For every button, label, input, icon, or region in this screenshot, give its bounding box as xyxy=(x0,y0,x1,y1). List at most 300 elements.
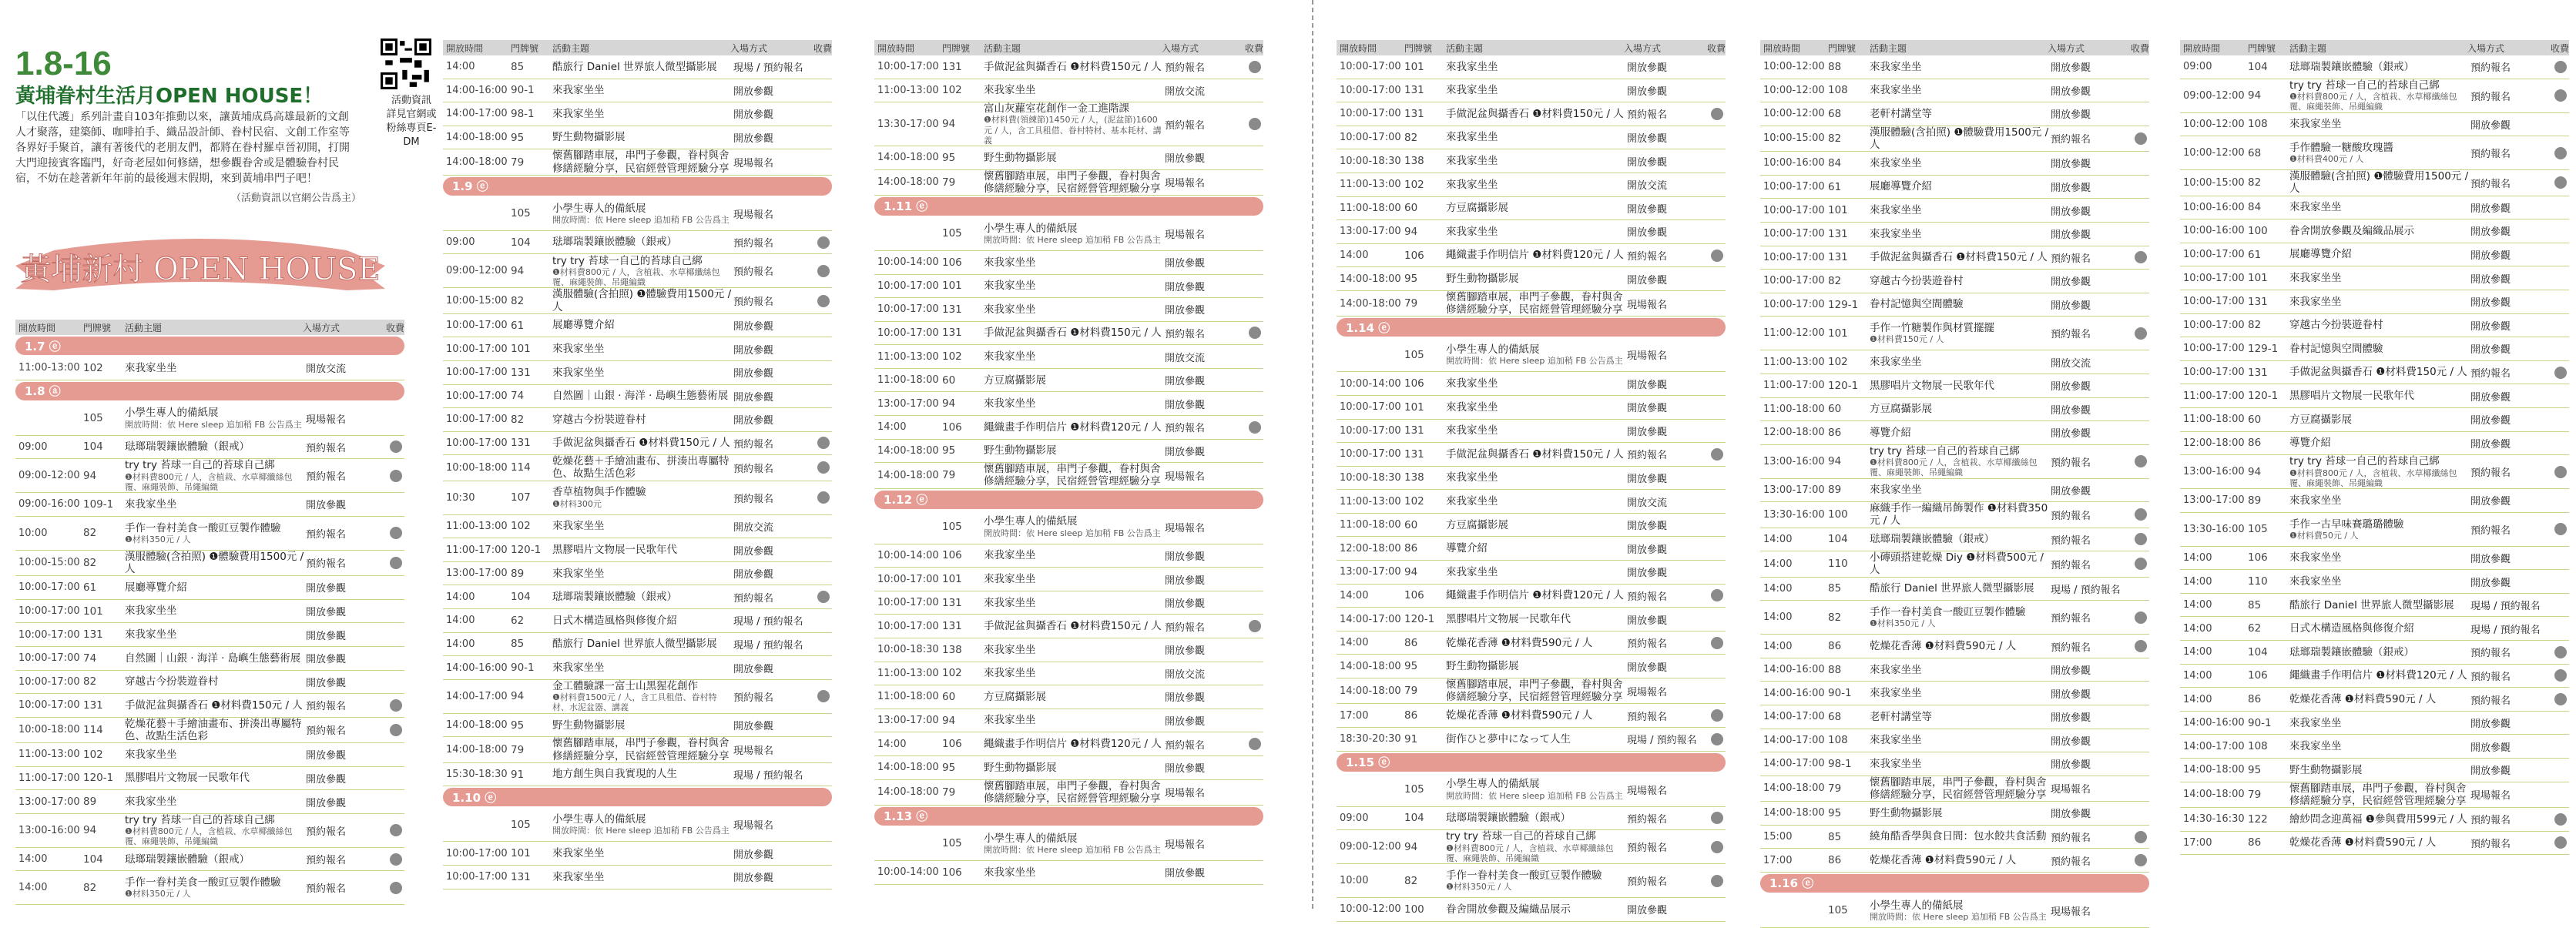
table-row[interactable] xyxy=(1337,655,1726,678)
table-row[interactable] xyxy=(443,361,832,385)
table-row[interactable] xyxy=(1760,826,2149,849)
table-row[interactable] xyxy=(874,170,1263,196)
entry-method: 開放參觀 xyxy=(2051,404,2091,417)
table-row[interactable] xyxy=(1337,807,1726,831)
table-row[interactable] xyxy=(443,288,832,313)
table-row[interactable] xyxy=(2180,243,2569,267)
table-row[interactable] xyxy=(874,322,1263,346)
entry-method: 預約報名 xyxy=(2051,457,2091,469)
activity-title: 繩織畫手作明信片 ❶材料費120元 / 人 xyxy=(1446,249,1624,262)
table-row[interactable] xyxy=(874,685,1263,709)
table-row[interactable] xyxy=(1760,270,2149,293)
table-row[interactable] xyxy=(2180,808,2569,832)
table-row[interactable] xyxy=(1337,79,1726,103)
table-row[interactable] xyxy=(1760,776,2149,802)
open-time: 10:00-14:00 xyxy=(877,256,939,269)
table-row[interactable] xyxy=(443,763,832,787)
activity-title: 手做泥盆與攝香石 ❶材料費150元 / 人 xyxy=(984,60,1162,73)
table-row[interactable] xyxy=(2180,408,2569,432)
table-row[interactable] xyxy=(1337,678,1726,704)
activity-title: 自然圖｜山銀 · 海洋 · 島嶼生態藝術展 xyxy=(125,652,301,665)
open-time: 09:00 xyxy=(446,236,475,249)
open-time: 10:00 xyxy=(18,527,48,539)
header-cell: 門牌號 xyxy=(2248,42,2276,54)
table-row[interactable] xyxy=(1337,443,1726,467)
table-row[interactable] xyxy=(1337,830,1726,864)
open-time: 14:00 xyxy=(2183,551,2212,564)
table-row[interactable] xyxy=(443,149,832,175)
header-cell: 入場方式 xyxy=(730,42,768,54)
table-row[interactable] xyxy=(15,600,404,624)
table-row[interactable] xyxy=(1337,244,1726,268)
house-number: 104 xyxy=(83,853,103,866)
activity-title: 手做泥盆與攝香石 ❶材料費150元 / 人 xyxy=(1446,107,1624,120)
table-row[interactable] xyxy=(1337,372,1726,396)
table-row[interactable] xyxy=(443,562,832,586)
table-row[interactable] xyxy=(2180,337,2569,361)
table-row[interactable] xyxy=(2180,759,2569,782)
house-number: 101 xyxy=(1828,204,1848,217)
event-date: 1.8-16 xyxy=(15,45,112,82)
activity-title: 懷舊腳踏車展，串門子參觀，眷村與舍修繕經驗分享，民宿經營管理經驗分享 xyxy=(2289,782,2467,807)
table-row[interactable] xyxy=(443,432,832,456)
table-row[interactable] xyxy=(874,102,1263,146)
activity-title: 來我家坐坐 xyxy=(1870,484,1922,497)
table-row[interactable] xyxy=(443,408,832,432)
open-time: 10:00-17:00 xyxy=(1340,424,1401,437)
table-row[interactable] xyxy=(15,436,404,460)
entry-method: 現場報名 xyxy=(733,158,774,170)
table-row[interactable] xyxy=(874,756,1263,780)
table-row[interactable] xyxy=(874,591,1263,615)
table-row[interactable] xyxy=(2180,219,2569,243)
fee-dot-icon xyxy=(2554,523,2567,535)
table-row[interactable] xyxy=(874,544,1263,568)
activity-title: 手做泥盆與攝香石 ❶材料費150元 / 人 xyxy=(2289,366,2467,379)
activity-note: ❶材料350元 / 人 xyxy=(1446,882,1512,893)
open-time: 11:00-13:00 xyxy=(877,667,939,679)
table-row[interactable] xyxy=(15,551,404,576)
table-row[interactable] xyxy=(443,714,832,738)
table-row[interactable] xyxy=(1760,126,2149,152)
table-row[interactable] xyxy=(1337,898,1726,922)
house-number: 60 xyxy=(1828,403,1842,416)
activity-note: ❶材料費800元 / 人，含植栽、水草椰纖絲包覆、麻繩裝飾、吊繩編織 xyxy=(552,266,720,287)
schedule-column xyxy=(2180,40,2569,855)
house-number: 60 xyxy=(2248,413,2262,426)
fee-cell xyxy=(2551,669,2569,682)
table-row[interactable] xyxy=(1760,79,2149,103)
house-number: 89 xyxy=(83,796,97,809)
table-row[interactable] xyxy=(1760,445,2149,479)
table-row[interactable] xyxy=(2180,170,2569,196)
table-row[interactable] xyxy=(443,633,832,657)
table-row[interactable] xyxy=(874,615,1263,638)
table-row[interactable] xyxy=(443,102,832,126)
table-row[interactable] xyxy=(15,671,404,695)
table-row[interactable] xyxy=(1337,102,1726,126)
table-row[interactable] xyxy=(1760,176,2149,199)
table-row[interactable] xyxy=(2180,455,2569,489)
table-row[interactable] xyxy=(874,79,1263,103)
fee-cell xyxy=(1707,875,1726,887)
table-row[interactable] xyxy=(443,585,832,609)
table-row[interactable] xyxy=(2180,79,2569,113)
table-row[interactable] xyxy=(2180,489,2569,513)
table-row[interactable] xyxy=(443,55,832,79)
table-row[interactable] xyxy=(874,511,1263,544)
fee-dot-icon xyxy=(1249,327,1261,339)
table-row[interactable] xyxy=(1337,864,1726,898)
house-number: 95 xyxy=(942,761,956,774)
table-row[interactable] xyxy=(874,251,1263,275)
table-row[interactable] xyxy=(15,493,404,517)
table-row[interactable] xyxy=(2180,113,2569,137)
activity-title: 方豆腐攝影展 xyxy=(1446,518,1508,531)
table-row[interactable] xyxy=(874,440,1263,464)
table-row[interactable] xyxy=(15,357,404,380)
table-row[interactable] xyxy=(874,463,1263,488)
entry-method: 開放參觀 xyxy=(733,663,774,675)
table-row[interactable] xyxy=(1337,632,1726,655)
table-row[interactable] xyxy=(1337,291,1726,317)
open-time: 14:00-17:00 xyxy=(1763,758,1825,770)
table-row[interactable] xyxy=(2180,314,2569,338)
table-row[interactable] xyxy=(1760,421,2149,445)
fee-cell xyxy=(1245,61,1263,73)
table-row[interactable] xyxy=(2180,688,2569,712)
table-row[interactable] xyxy=(1760,849,2149,873)
house-number: 131 xyxy=(511,437,531,450)
entry-method: 開放參觀 xyxy=(733,873,774,885)
activity-title: 琺瑯瑞製鑲嵌體驗（銀戒） xyxy=(125,853,250,866)
activity-title: 穿越古今扮裝遊眷村 xyxy=(552,413,646,426)
table-row[interactable] xyxy=(874,709,1263,733)
entry-method: 開放參觀 xyxy=(1627,403,1668,415)
table-row[interactable] xyxy=(1760,682,2149,705)
activity-title: 黑膠唱片文物展一民歌年代 xyxy=(2289,390,2414,403)
table-row[interactable] xyxy=(1760,317,2149,350)
table-row[interactable] xyxy=(1337,467,1726,491)
activity-title: 導覽介紹 xyxy=(2289,437,2331,450)
table-row[interactable] xyxy=(1337,585,1726,608)
table-row[interactable] xyxy=(443,808,832,842)
activity-title: 野生動物攝影展 xyxy=(984,761,1057,774)
entry-method: 預約報名 xyxy=(2470,815,2511,827)
table-row[interactable] xyxy=(1760,802,2149,826)
table-row[interactable] xyxy=(443,79,832,103)
table-row[interactable] xyxy=(1760,729,2149,753)
table-row[interactable] xyxy=(15,517,404,551)
activity-title: 野生動物攝影展 xyxy=(1870,806,1943,819)
table-row[interactable] xyxy=(1760,246,2149,270)
table-row[interactable] xyxy=(15,871,404,905)
table-row[interactable] xyxy=(874,55,1263,79)
fee-dot-icon xyxy=(390,470,402,482)
table-row[interactable] xyxy=(443,126,832,150)
activity-title: 來我家坐坐 xyxy=(552,870,605,883)
banner-title: 黃埔新村 OPEN HOUSE xyxy=(20,252,381,287)
house-number: 122 xyxy=(2248,812,2268,826)
table-row[interactable] xyxy=(1760,199,2149,223)
entry-method: 預約報名 xyxy=(733,692,774,704)
house-number: 131 xyxy=(1404,84,1424,97)
table-row[interactable] xyxy=(2180,266,2569,290)
table-row[interactable] xyxy=(443,197,832,231)
table-row[interactable] xyxy=(1760,705,2149,729)
entry-method: 現場 / 預約報名 xyxy=(2470,624,2541,636)
table-row[interactable] xyxy=(15,718,404,743)
open-time: 14:00 xyxy=(1763,533,1793,545)
table-row[interactable] xyxy=(1760,374,2149,398)
house-number: 79 xyxy=(511,156,525,169)
table-row[interactable] xyxy=(1337,267,1726,291)
entry-method: 現場報名 xyxy=(1627,350,1668,363)
table-row[interactable] xyxy=(443,680,832,714)
table-row[interactable] xyxy=(2180,384,2569,408)
activity-title: 方豆腐攝影展 xyxy=(984,374,1046,387)
date-band: 1.15 ⓔ xyxy=(1337,753,1726,772)
table-row[interactable] xyxy=(1337,728,1726,752)
activity-title: 小學生專人的備紙展 開放時間：依 Here sleep 追加稍 FB 公告爲主 xyxy=(981,223,1165,245)
table-row[interactable] xyxy=(2180,570,2569,594)
activity-title: 乾燥花香薄 ❶材料費590元 / 人 xyxy=(2289,836,2437,849)
table-row[interactable] xyxy=(1337,126,1726,150)
open-time: 14:00-18:00 xyxy=(2183,789,2245,801)
table-row[interactable] xyxy=(1760,102,2149,126)
table-row[interactable] xyxy=(1337,396,1726,420)
open-time: 14:30-16:30 xyxy=(2183,813,2245,826)
entry-method: 預約報名 xyxy=(2051,510,2091,522)
activity-title: 黑膠唱片文物展一民歌年代 xyxy=(552,543,677,556)
open-time: 09:00-12:00 xyxy=(446,265,508,277)
activity-title: 手作體驗一糖酸玫瑰醬 ❶材料費400元 / 人 xyxy=(2286,142,2470,164)
table-row[interactable] xyxy=(2180,641,2569,665)
table-row[interactable] xyxy=(874,298,1263,322)
table-row[interactable] xyxy=(15,848,404,872)
table-row[interactable] xyxy=(2180,290,2569,314)
table-row[interactable] xyxy=(15,623,404,647)
open-time: 10:00-17:00 xyxy=(2183,343,2245,355)
table-row[interactable] xyxy=(2180,55,2569,79)
table-row[interactable] xyxy=(874,732,1263,756)
table-row[interactable] xyxy=(1760,601,2149,635)
table-row[interactable] xyxy=(874,345,1263,369)
table-row[interactable] xyxy=(2180,361,2569,385)
table-row[interactable] xyxy=(2180,832,2569,856)
table-row[interactable] xyxy=(2180,432,2569,456)
table-row[interactable] xyxy=(443,538,832,562)
activity-note: 開放時間：依 Here sleep 追加稍 FB 公告爲主 xyxy=(984,844,1161,855)
table-row[interactable] xyxy=(443,385,832,409)
open-time: 14:00-18:00 xyxy=(1763,807,1825,819)
table-row[interactable] xyxy=(874,275,1263,299)
table-row[interactable] xyxy=(1337,514,1726,538)
table-row[interactable] xyxy=(1760,894,2149,928)
activity-title: 手做泥盆與攝香石 ❶材料費150元 / 人 xyxy=(125,699,303,712)
table-row[interactable] xyxy=(1337,537,1726,561)
table-row[interactable] xyxy=(443,656,832,680)
activity-title: 來我家坐坐 xyxy=(2289,494,2342,507)
table-row[interactable] xyxy=(443,231,832,255)
house-number: 105 xyxy=(942,837,962,850)
table-row[interactable] xyxy=(1337,490,1726,514)
header-cell: 開放時間 xyxy=(18,322,56,333)
entry-method: 預約報名 xyxy=(733,592,774,605)
table-row[interactable] xyxy=(443,609,832,633)
table-row[interactable] xyxy=(1760,55,2149,79)
table-row[interactable] xyxy=(2180,547,2569,571)
activity-title: 懷舊腳踏車展，串門子參觀，眷村與舍修繕經驗分享，民宿經營管理經驗分享 xyxy=(984,463,1161,488)
table-row[interactable] xyxy=(2180,735,2569,759)
open-time: 10:00-17:00 xyxy=(18,581,80,594)
table-row[interactable] xyxy=(1760,578,2149,601)
entry-method: 預約報名 xyxy=(1627,638,1668,651)
table-row[interactable] xyxy=(1337,55,1726,79)
house-number: 90-1 xyxy=(511,662,535,675)
open-time: 09:00-12:00 xyxy=(18,470,80,482)
table-row[interactable] xyxy=(1337,704,1726,728)
table-row[interactable] xyxy=(443,254,832,288)
activity-title: 手作一眷村美食一酸豇豆製作體驗 ❶材料350元 / 人 xyxy=(122,876,306,899)
entry-method: 預約報名 xyxy=(1627,843,1668,855)
fee-dot-icon xyxy=(2135,132,2147,145)
table-row[interactable] xyxy=(1760,752,2149,776)
activity-title: 野生動物攝影展 xyxy=(984,444,1057,457)
house-number: 131 xyxy=(2248,366,2268,379)
activity-title: 懷舊腳踏車展，串門子參觀，眷村與舍修繕經驗分享，民宿經營管理經驗分享 xyxy=(1446,678,1623,704)
table-row[interactable] xyxy=(1337,420,1726,444)
open-time: 10:00-12:00 xyxy=(1340,903,1401,916)
table-row[interactable] xyxy=(1337,149,1726,173)
table-row[interactable] xyxy=(443,337,832,361)
table-row[interactable] xyxy=(15,576,404,600)
activity-title: 漢服體驗(含拍照) ❶體驗費用1500元 / 人 xyxy=(2289,170,2469,196)
activity-title: 小學生專人的備紙展 開放時間：依 Here sleep 追加稍 FB 公告爲主 xyxy=(981,833,1165,855)
activity-title: 懷舊腳踏車展，串門子參觀，眷村與舍修繕經驗分享，民宿經營管理經驗分享 xyxy=(552,149,730,175)
table-row[interactable] xyxy=(15,743,404,767)
fee-dot-icon xyxy=(2135,327,2147,340)
table-row[interactable] xyxy=(2180,782,2569,808)
open-time: 11:00-13:00 xyxy=(1340,495,1401,508)
activity-note: ❶材料350元 / 人 xyxy=(125,534,191,544)
table-row[interactable] xyxy=(1337,338,1726,372)
table-row[interactable] xyxy=(1760,152,2149,176)
table-row[interactable] xyxy=(1760,502,2149,528)
table-row[interactable] xyxy=(443,314,832,338)
table-row[interactable] xyxy=(1337,197,1726,221)
table-row[interactable] xyxy=(874,146,1263,170)
table-row[interactable] xyxy=(1760,223,2149,246)
open-time: 11:00-13:00 xyxy=(1340,179,1401,191)
table-row[interactable] xyxy=(1760,398,2149,422)
table-row[interactable] xyxy=(15,767,404,791)
activity-title: 來我家坐坐 xyxy=(125,795,177,808)
table-row[interactable] xyxy=(15,694,404,718)
table-row[interactable] xyxy=(874,861,1263,885)
table-row[interactable] xyxy=(1337,220,1726,244)
activity-title: 來我家坐坐 xyxy=(1446,60,1498,73)
table-row[interactable] xyxy=(1337,773,1726,807)
table-row[interactable] xyxy=(2180,594,2569,618)
table-row[interactable] xyxy=(1337,173,1726,197)
table-row[interactable] xyxy=(874,638,1263,662)
activity-title: 琺瑯瑞製鑲嵌體驗（銀戒） xyxy=(552,236,677,249)
table-row[interactable] xyxy=(1760,528,2149,552)
activity-title: 乾燥花香薄 ❶材料費590元 / 人 xyxy=(2289,692,2437,705)
table-row[interactable] xyxy=(1760,635,2149,658)
table-row[interactable] xyxy=(874,369,1263,393)
table-row[interactable] xyxy=(874,217,1263,251)
activity-title: 麻織手作一編織吊飾製作 ❶材料費350元 / 人 xyxy=(1870,502,2048,528)
table-row[interactable] xyxy=(874,827,1263,861)
table-row[interactable] xyxy=(443,515,832,539)
open-time: 14:00-18:00 xyxy=(1340,297,1401,310)
entry-method: 開放參觀 xyxy=(1627,133,1668,146)
table-row[interactable] xyxy=(15,814,404,848)
table-row[interactable] xyxy=(1760,479,2149,503)
table-row[interactable] xyxy=(1337,561,1726,585)
table-row[interactable] xyxy=(15,647,404,671)
header-cell: 活動主題 xyxy=(125,322,163,333)
table-row[interactable] xyxy=(443,481,832,515)
table-row[interactable] xyxy=(2180,513,2569,547)
house-number: 60 xyxy=(1404,202,1418,215)
table-row[interactable] xyxy=(15,459,404,493)
date-band: 1.11 ⓔ xyxy=(874,197,1263,216)
table-row[interactable] xyxy=(443,737,832,762)
fee-cell xyxy=(813,437,832,449)
table-row[interactable] xyxy=(2180,136,2569,170)
table-row[interactable] xyxy=(874,416,1263,440)
fee-dot-icon xyxy=(2554,813,2567,826)
table-row[interactable] xyxy=(443,866,832,889)
house-number: 104 xyxy=(2248,645,2268,658)
table-row[interactable] xyxy=(2180,712,2569,735)
house-number: 131 xyxy=(1828,227,1848,240)
table-row[interactable] xyxy=(1760,658,2149,682)
table-row[interactable] xyxy=(1760,350,2149,374)
fee-dot-icon xyxy=(817,265,830,277)
table-row[interactable] xyxy=(443,842,832,866)
table-row[interactable] xyxy=(874,662,1263,686)
entry-method: 預約報名 xyxy=(306,471,347,484)
table-row[interactable] xyxy=(15,790,404,814)
table-row[interactable] xyxy=(2180,617,2569,641)
table-row[interactable] xyxy=(874,392,1263,416)
table-row[interactable] xyxy=(443,455,832,481)
qr-code-icon[interactable] xyxy=(381,39,431,89)
entry-method: 開放參觀 xyxy=(2051,85,2091,98)
fee-dot-icon xyxy=(1711,108,1723,120)
table-row[interactable] xyxy=(2180,196,2569,220)
table-row[interactable] xyxy=(2180,665,2569,688)
table-row[interactable] xyxy=(874,780,1263,806)
fee-cell xyxy=(2131,455,2149,467)
activity-title: 來我家坐坐 xyxy=(1446,131,1498,144)
table-row[interactable] xyxy=(1760,293,2149,317)
open-time: 10:30 xyxy=(446,491,475,504)
open-time: 14:00-18:00 xyxy=(877,152,939,164)
house-number: 101 xyxy=(511,847,531,860)
open-time: 14:00 xyxy=(18,853,48,866)
table-row[interactable] xyxy=(874,568,1263,591)
table-row[interactable] xyxy=(15,402,404,436)
house-number: 60 xyxy=(942,374,956,387)
table-row[interactable] xyxy=(1760,551,2149,577)
house-number: 120-1 xyxy=(83,772,114,785)
table-row[interactable] xyxy=(1337,608,1726,632)
